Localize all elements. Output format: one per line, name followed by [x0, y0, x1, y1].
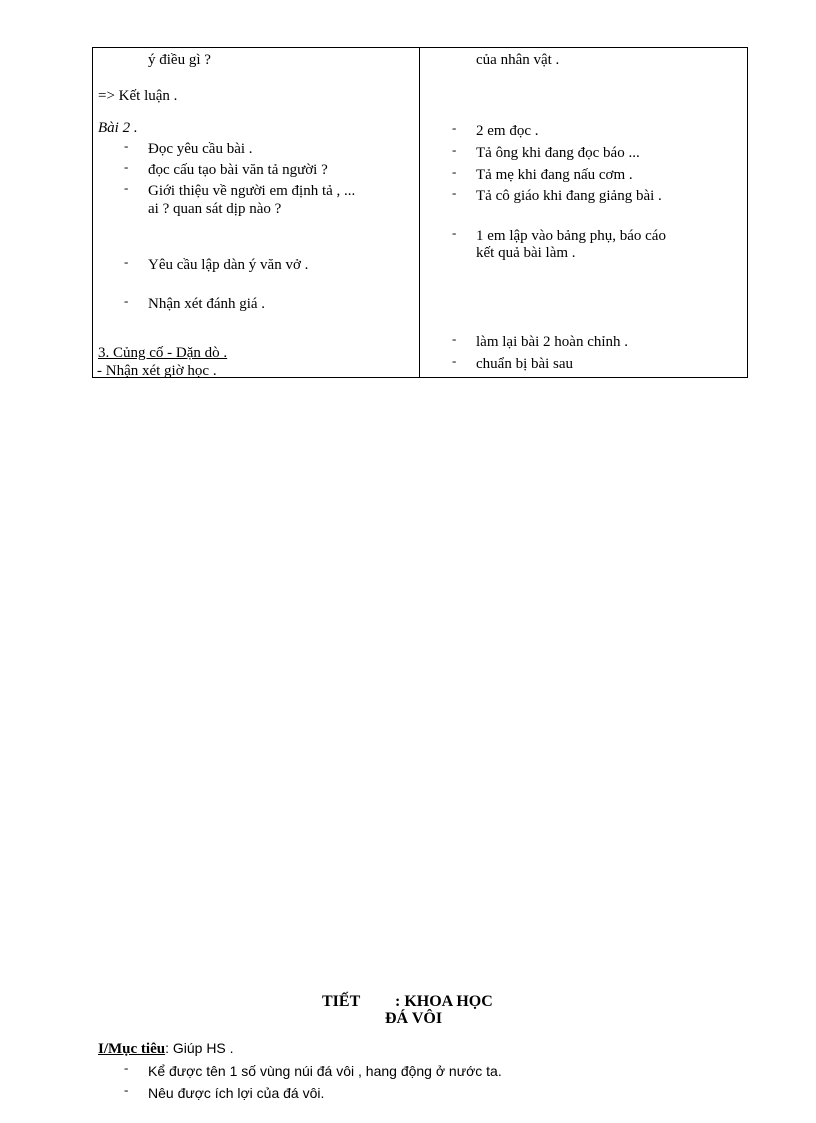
list-item: Đọc yêu cầu bài .: [148, 141, 253, 157]
list-item: Yêu cầu lập dàn ý văn vở .: [148, 257, 309, 273]
bullet-dash: -: [124, 1082, 129, 1097]
lesson-title-prefix: TIẾT: [322, 993, 361, 1010]
bai2-title: Bài 2 .: [98, 120, 138, 136]
bullet-dash: -: [124, 1060, 129, 1075]
list-item: 2 em đọc .: [476, 123, 539, 139]
bullet-dash: -: [452, 120, 457, 135]
column-divider: [419, 47, 420, 378]
list-item-continued: kết quả bài làm .: [476, 245, 576, 261]
objectives-intro: : Giúp HS .: [165, 1040, 234, 1056]
bullet-dash: -: [124, 254, 129, 269]
list-item: 1 em lập vào bảng phụ, báo cáo: [476, 228, 666, 244]
clip-region: [93, 360, 418, 377]
list-item: Tả cô giáo khi đang giảng bài .: [476, 188, 662, 204]
bullet-dash: -: [124, 159, 129, 174]
list-item-continued: ai ? quan sát dịp nào ?: [148, 201, 282, 217]
right-continuation: của nhân vật .: [476, 52, 560, 68]
objectives-line: [98, 1041, 234, 1057]
list-item: làm lại bài 2 hoàn chỉnh .: [476, 334, 629, 350]
bullet-dash: -: [124, 138, 129, 153]
lesson-title-subject: : KHOA HỌC: [395, 993, 493, 1010]
conclusion: => Kết luận .: [98, 88, 178, 104]
bullet-dash: -: [452, 164, 457, 179]
bullet-dash: -: [452, 142, 457, 157]
bullet-dash: -: [124, 180, 129, 195]
left-continuation: ý điều gì ?: [148, 52, 211, 68]
list-item: Tả ông khi đang đọc báo ...: [476, 145, 640, 161]
list-item: Nhận xét đánh giá .: [148, 296, 266, 312]
bullet-dash: -: [452, 225, 457, 240]
comment-line: - Nhận xét giờ học .: [97, 363, 217, 377]
list-item: Giới thiệu về người em định tả , ...: [148, 183, 356, 199]
bullet-dash: -: [452, 331, 457, 346]
objective-item: Kể được tên 1 số vùng núi đá vôi , hang động ở nước ta.: [148, 1063, 502, 1079]
bullet-dash: -: [124, 293, 129, 308]
bullet-dash: -: [452, 185, 457, 200]
lesson-subtitle: ĐÁ VÔI: [385, 1010, 443, 1027]
section-3-heading: 3. Củng cố - Dặn dò .: [98, 345, 228, 361]
objective-item: Nêu được ích lợi của đá vôi.: [148, 1085, 325, 1101]
list-item: chuẩn bị bài sau: [476, 356, 574, 372]
list-item: đọc cấu tạo bài văn tả người ?: [148, 162, 328, 178]
list-item: Tả mẹ khi đang nấu cơm .: [476, 167, 633, 183]
bullet-dash: -: [452, 353, 457, 368]
objectives-label: I/Mục tiêu: [98, 1041, 166, 1057]
